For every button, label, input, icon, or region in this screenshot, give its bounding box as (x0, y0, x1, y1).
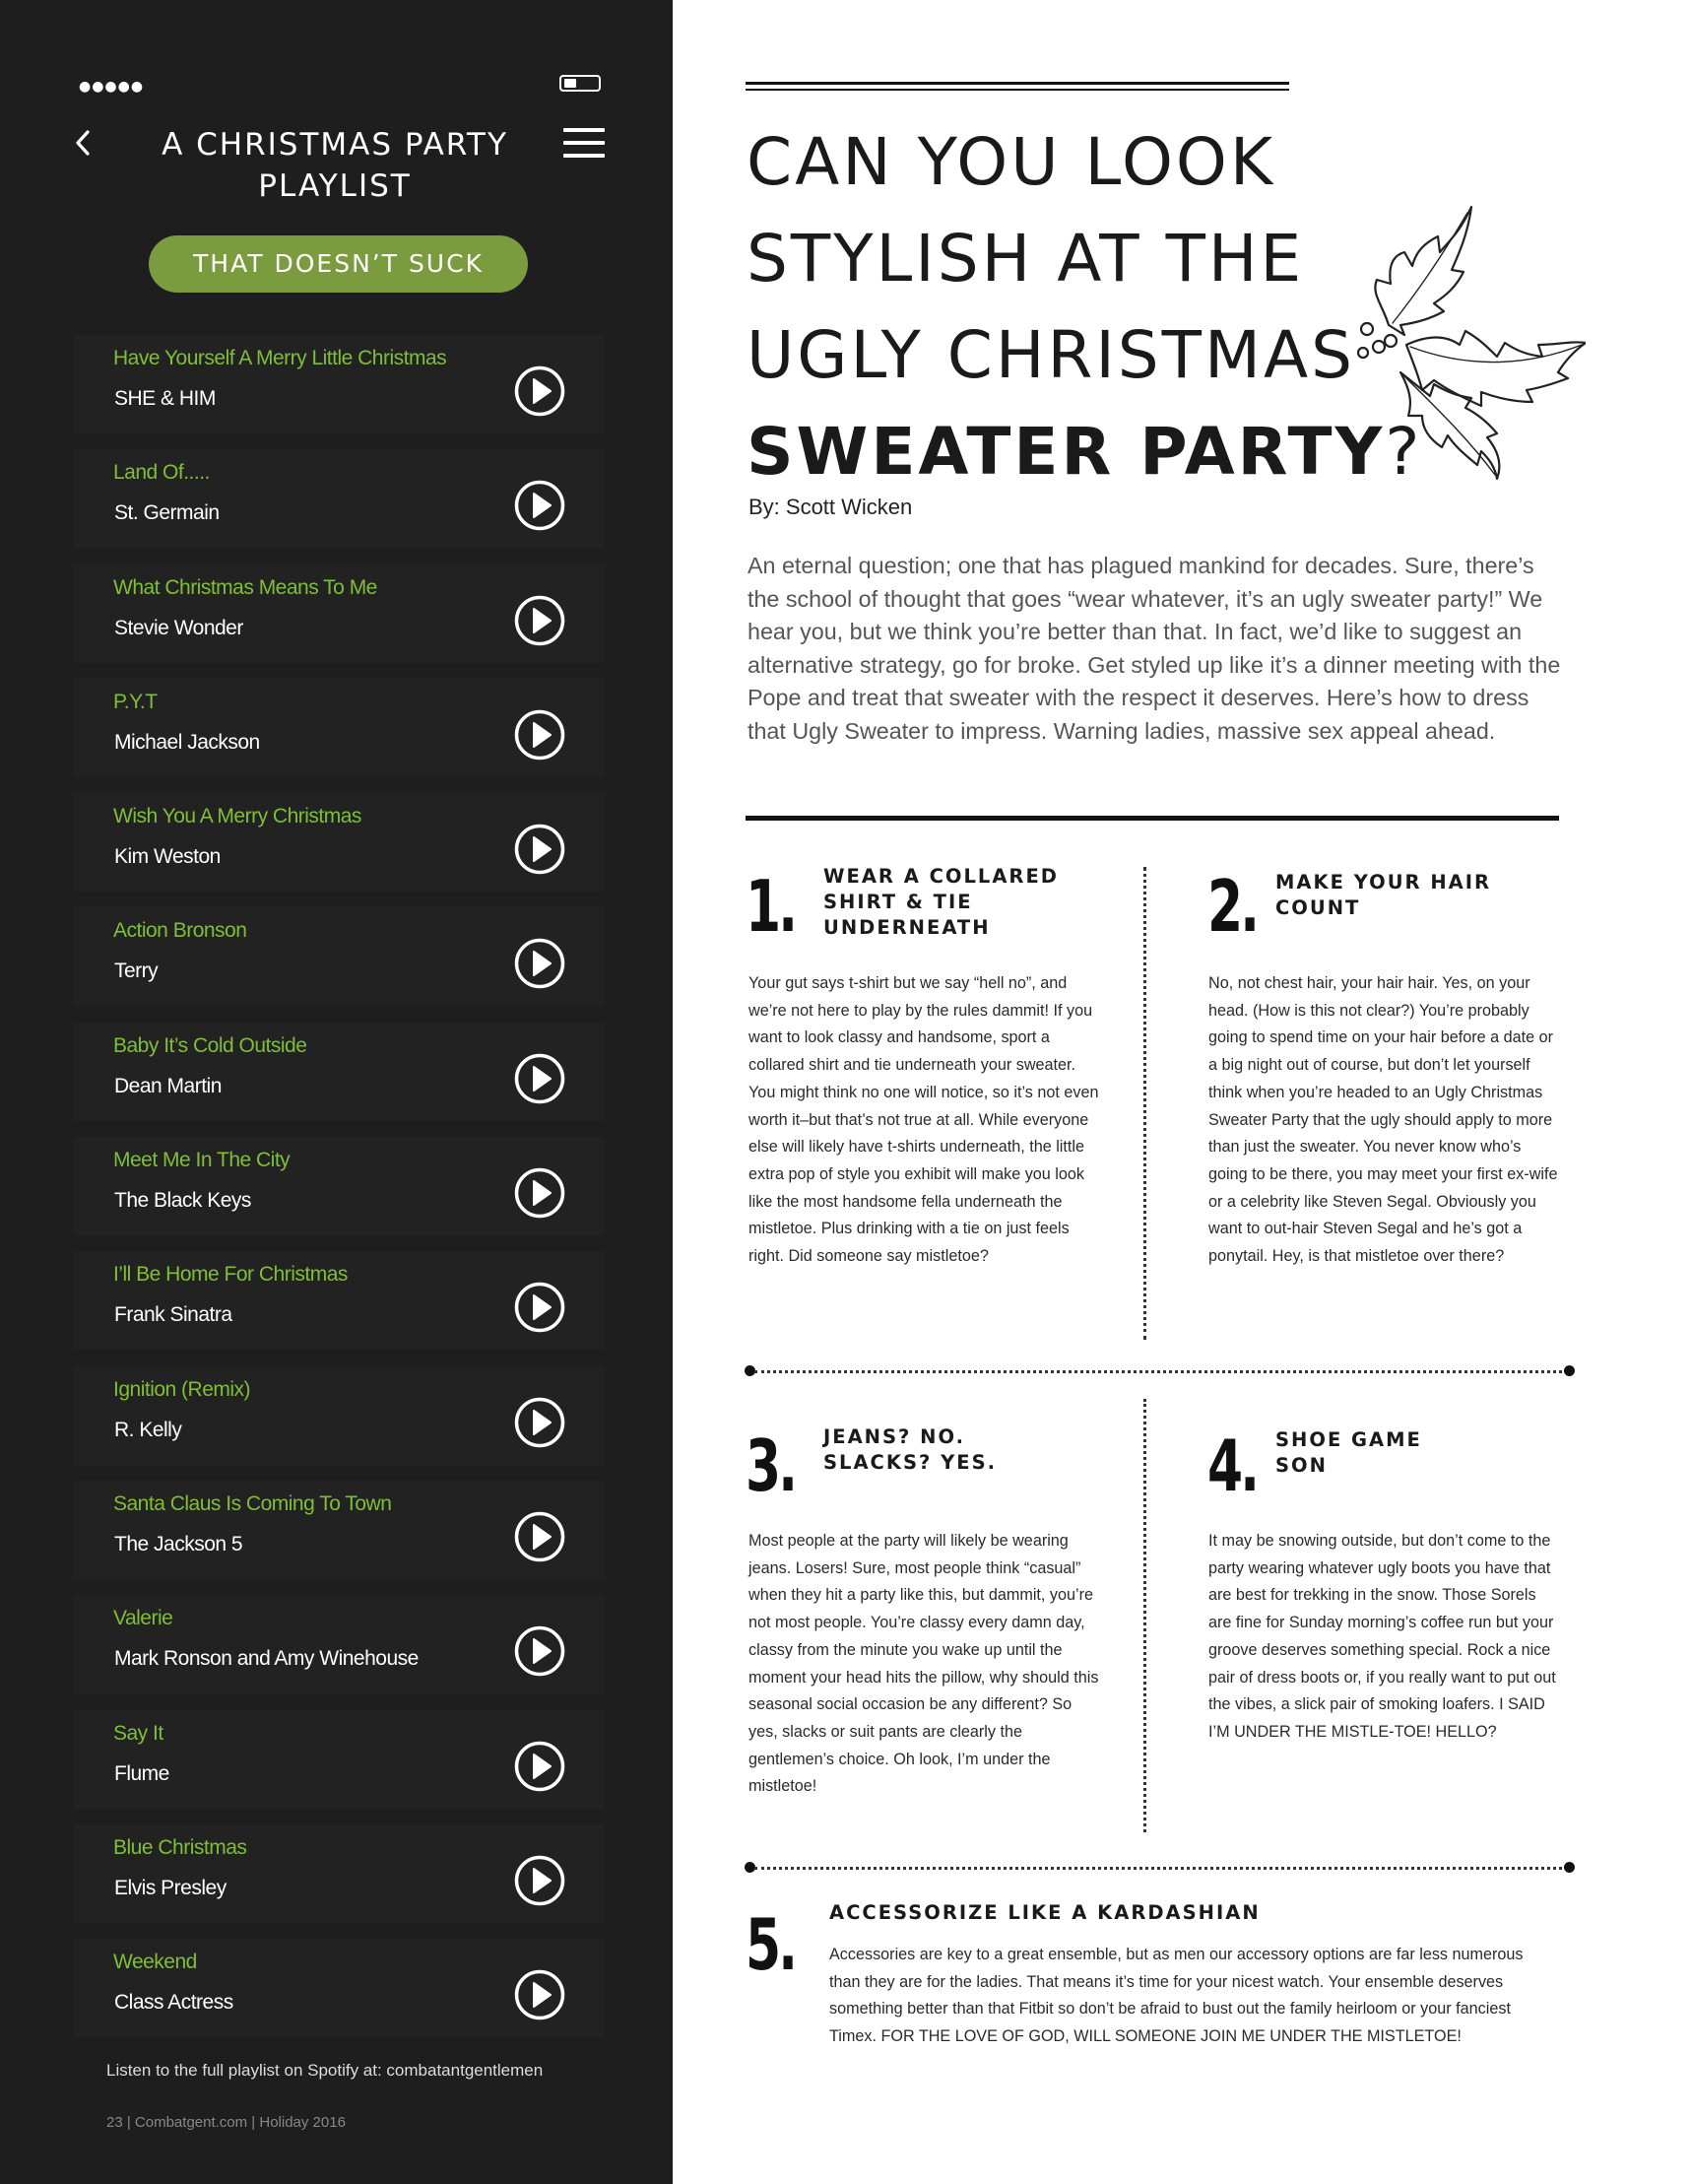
track-row[interactable] (74, 1824, 604, 1923)
track-song-title: Baby It’s Cold Outside (113, 1033, 307, 1057)
section-5-number: 5. (746, 1903, 796, 1986)
track-row[interactable] (74, 1939, 604, 2037)
track-song-title: I’ll Be Home For Christmas (113, 1263, 348, 1287)
play-button-icon[interactable] (513, 1624, 566, 1678)
play-button-icon[interactable] (513, 937, 566, 990)
track-song-title: What Christmas Means To Me (113, 575, 377, 599)
track-row[interactable] (74, 1023, 604, 1121)
play-button-icon[interactable] (513, 823, 566, 876)
playlist-subtitle-pill: THAT DOESN’T SUCK (149, 235, 528, 293)
track-song-title: Valerie (113, 1607, 173, 1630)
track-song-title: Land Of..... (113, 461, 210, 485)
track-row[interactable] (74, 564, 604, 663)
play-button-icon[interactable] (513, 1854, 566, 1907)
playlist-title-line2: PLAYLIST (258, 168, 412, 204)
holly-illustration (1349, 197, 1586, 483)
section-1-body: Your gut says t-shirt but we say “hell no”, and we’re not here to play by the rules dammit! If you want to look classy and handsome, sport a collared shirt and tie underneath your sweater. You might think no one will notice, so it’s not even worth it–but that’s not true at all. While everyone else will likely have t-shirts underneath, the little extra pop of style you exhibit will make you look like the most handsome fella underneath the mistletoe. Plus drinking with a tie on just feels right. Did someone say mistletoe? (748, 974, 1099, 1266)
track-song-title: Ignition (Remix) (113, 1377, 251, 1401)
play-button-icon[interactable] (513, 708, 566, 761)
track-song-title: P.Y.T (113, 690, 158, 713)
track-artist: Frank Sinatra (114, 1303, 232, 1327)
play-button-icon[interactable] (513, 1968, 566, 2021)
article-intro: An eternal question; one that has plagued mankind for decades. Sure, there’s the school of thought that goes “wear whatever, it’s an ugly sweater party!” We hear you, but we think you’re better than that. In fact, we’d like to suggest an alternative strategy, go for broke. Get styled up like it’s a dinner meeting with the Pope and treat that sweater with the respect it deserves. Here’s how to dress that Ugly Sweater to impress. Warning ladies, massive sex appeal ahead. (748, 553, 1561, 744)
row-divider-1 (754, 1370, 1562, 1373)
section-2-number: 2. (1207, 865, 1258, 948)
track-song-title: Weekend (113, 1951, 197, 1974)
divider-endpoint (1564, 1365, 1575, 1376)
section-5-title: ACCESSORIZE LIKE A KARDASHIAN (829, 1901, 1261, 1924)
hamburger-menu-icon[interactable] (563, 128, 605, 160)
track-row[interactable] (74, 1137, 604, 1235)
play-button-icon[interactable] (513, 479, 566, 532)
play-button-icon[interactable] (513, 1396, 566, 1449)
section-3-body: Most people at the party will likely be wearing jeans. Losers! Sure, most people think “casual” when they hit a party like this, but dammit, you’re not most people. You’re classy every damn day, classy from the minute you wake up until the moment your head hits the pillow, why should this seasonal social occasion be any different? So yes, slacks or suit pants are clearly the gentlemen’s choice. Oh look, I’m under the mistletoe! (748, 1532, 1099, 1796)
play-button-icon[interactable] (513, 594, 566, 647)
track-artist: Michael Jackson (114, 730, 260, 754)
track-row[interactable] (74, 335, 604, 433)
signal-dots: ●●●●● (79, 79, 145, 95)
section-1-title: WEAR A COLLARED SHIRT & TIE UNDERNEATH (823, 865, 1059, 939)
section-4-body: It may be snowing outside, but don’t come to the party wearing whatever ugly boots you have that are best for trekking in the snow. Those Sorels are fine for Sunday morning’s coffee run but your groove deserves something special. Rock a nice pair of dress boots or, if you really want to put out the vibes, a slick pair of smoking loafers. I SAID I’M UNDER THE MISTLE-TOE! HELLO? (1208, 1532, 1556, 1741)
track-row[interactable] (74, 679, 604, 777)
track-song-title: Wish You A Merry Christmas (113, 805, 361, 828)
headline-question-mark: ? (1385, 414, 1423, 490)
article-byline: By: Scott Wicken (748, 495, 913, 519)
track-artist: The Black Keys (114, 1189, 251, 1213)
spotify-link-text: Listen to the full playlist on Spotify at: combatantgentlemen (106, 2061, 544, 2080)
track-artist: R. Kelly (114, 1418, 182, 1441)
track-artist: Kim Weston (114, 845, 221, 869)
track-song-title: Action Bronson (113, 919, 247, 943)
play-button-icon[interactable] (513, 1166, 566, 1220)
section-4-title: SHOE GAME SON (1275, 1428, 1422, 1477)
top-rule (746, 82, 1289, 85)
divider-endpoint (1564, 1862, 1575, 1873)
section-3-number: 3. (746, 1424, 796, 1507)
play-button-icon[interactable] (513, 1281, 566, 1334)
track-song-title: Say It (113, 1721, 163, 1745)
section-1-number: 1. (746, 865, 796, 948)
section-2-body: No, not chest hair, your hair hair. Yes, on your head. (How is this not clear?) You’re probably going to spend time on your hair before a date or a big night out of course, but don’t let yourself think when you’re headed to an Ugly Christmas Sweater Party that the ugly should apply to more than just the sweater. You never know who’s going to be there, you may meet your first ex-wife or a celebrity like Steven Segal. Obviously you want to out-hair Steven Segal and he’s got a ponytail. Hey, is that mistletoe over there? (1208, 974, 1558, 1266)
track-row[interactable] (74, 1251, 604, 1350)
track-row[interactable] (74, 1481, 604, 1579)
track-row[interactable] (74, 1595, 604, 1693)
play-button-icon[interactable] (513, 1510, 566, 1563)
track-row[interactable] (74, 449, 604, 548)
top-rule-thin (746, 89, 1289, 91)
battery-icon (559, 75, 601, 92)
column-divider-top (1143, 867, 1146, 1340)
track-artist: Dean Martin (114, 1074, 222, 1097)
headline-bold: SWEATER PARTY (747, 414, 1386, 490)
section-4-number: 4. (1207, 1424, 1258, 1507)
track-list (74, 335, 604, 2053)
track-artist: Mark Ronson and Amy Winehouse (114, 1647, 419, 1671)
track-artist: SHE & HIM (114, 387, 216, 410)
track-artist: Class Actress (114, 1991, 233, 2015)
track-row[interactable] (74, 1366, 604, 1465)
headline-line3: UGLY CHRISTMAS (747, 317, 1355, 393)
track-song-title: Meet Me In The City (113, 1149, 291, 1172)
track-song-title: Have Yourself A Merry Little Christmas (113, 347, 447, 369)
headline-line1: CAN YOU LOOK (747, 124, 1276, 200)
article-headline (747, 114, 1423, 500)
track-row[interactable] (74, 1710, 604, 1809)
playlist-title-line1: A CHRISTMAS PARTY (162, 127, 508, 163)
intro-divider (746, 816, 1559, 821)
track-artist: Elvis Presley (114, 1876, 227, 1899)
track-row[interactable] (74, 907, 604, 1006)
play-button-icon[interactable] (513, 1740, 566, 1793)
back-arrow-icon[interactable] (69, 128, 98, 158)
track-artist: Flume (114, 1761, 169, 1785)
section-2-title: MAKE YOUR HAIR COUNT (1275, 871, 1492, 919)
section-5-body: Accessories are key to a great ensemble, but as men our accessory options are far less numerous than they are for the ladies. That means it’s time for your nicest watch. Your ensemble deserves something better than that Fitbit so don’t be afraid to bust out the family heirloom or your fanciest Timex. FOR THE LOVE OF GOD, WILL SOMEONE JOIN ME UNDER THE MISTLETOE! (829, 1946, 1524, 2046)
track-song-title: Blue Christmas (113, 1835, 247, 1859)
playlist-title (128, 124, 542, 207)
row-divider-2 (754, 1867, 1562, 1870)
track-artist: St. Germain (114, 501, 220, 525)
section-3-title: JEANS? NO. SLACKS? YES. (823, 1425, 998, 1474)
playlist-panel (0, 0, 673, 2184)
track-artist: Terry (114, 960, 159, 983)
play-button-icon[interactable] (513, 1052, 566, 1105)
column-divider-bottom (1143, 1399, 1146, 1832)
headline-line2: STYLISH AT THE (747, 221, 1305, 297)
track-row[interactable] (74, 793, 604, 892)
track-artist: The Jackson 5 (114, 1532, 243, 1555)
play-button-icon[interactable] (513, 364, 566, 418)
track-song-title: Santa Claus Is Coming To Town (113, 1491, 392, 1515)
track-artist: Stevie Wonder (114, 616, 243, 639)
page-footer: 23 | Combatgent.com | Holiday 2016 (106, 2114, 346, 2131)
